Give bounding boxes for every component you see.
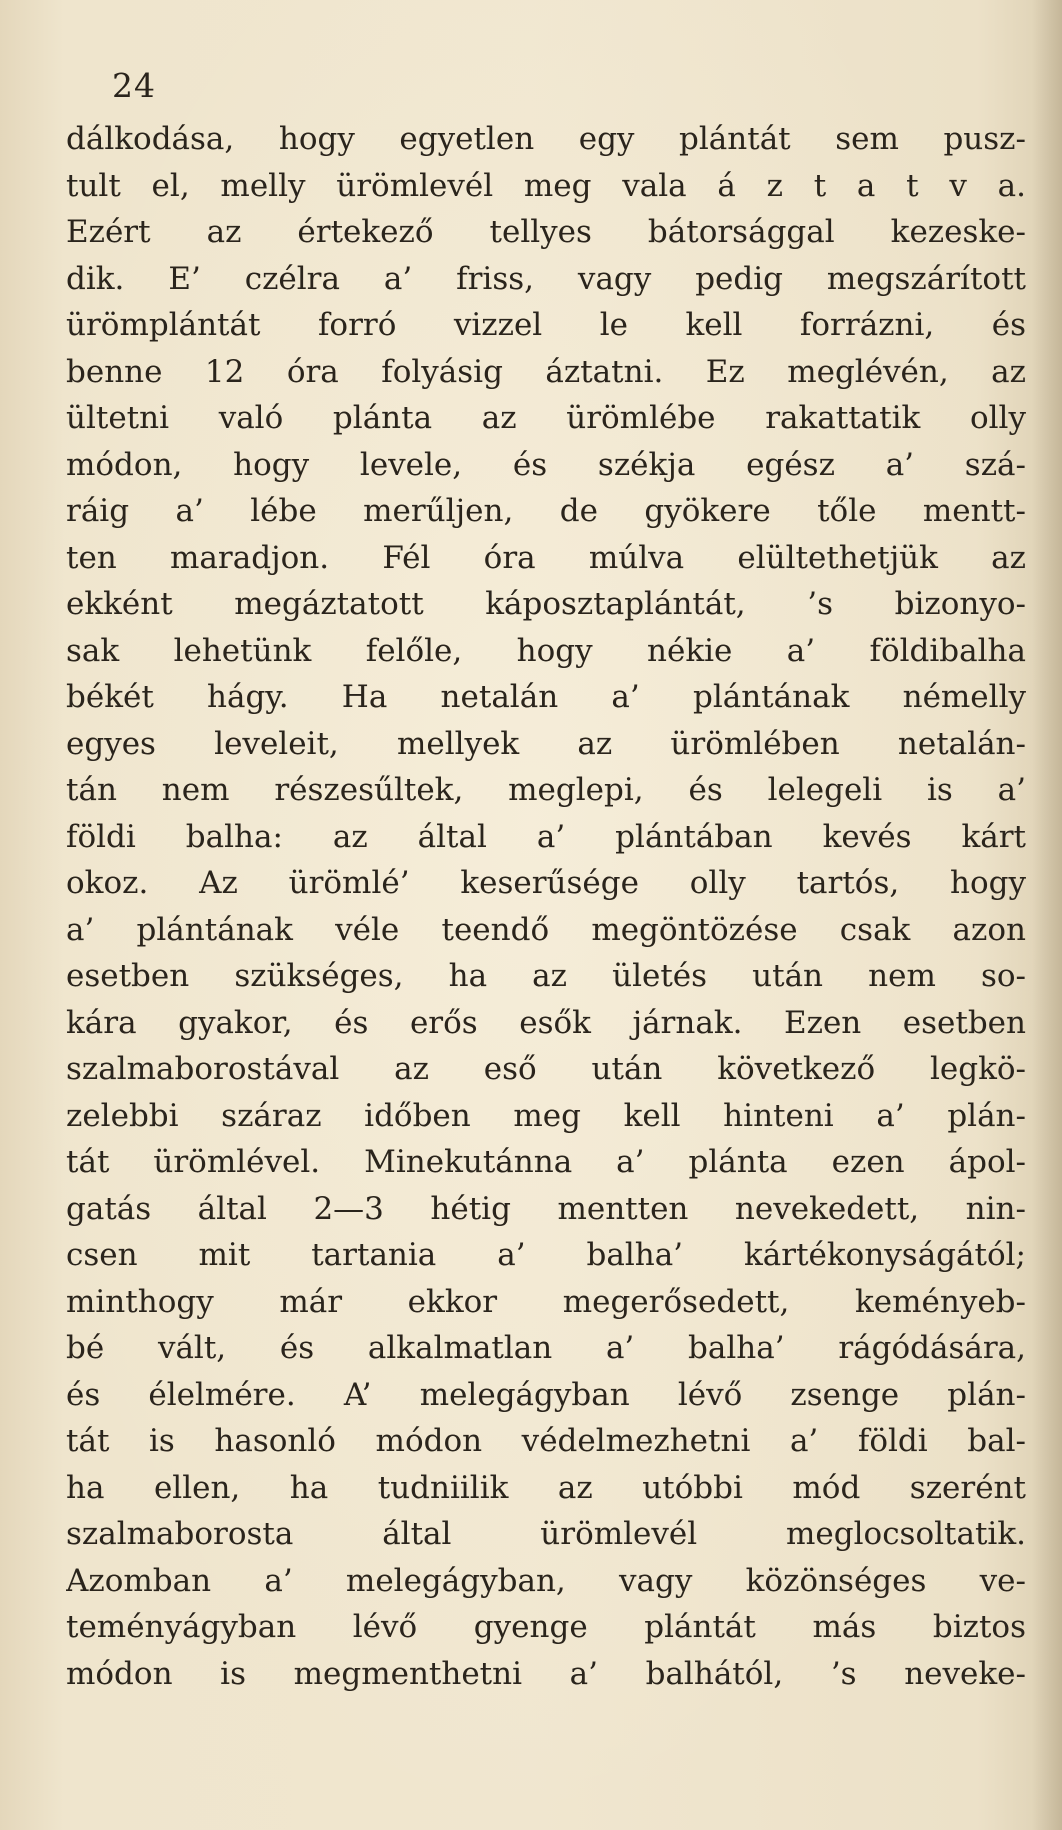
- text-line: tán nem részesűltek, meglepi, és lelegeli is a’: [66, 772, 1026, 808]
- text-line: dik. E’ czélra a’ friss, vagy pedig megszárított: [66, 260, 1026, 297]
- text-line: csen mit tartania a’ balha’ kártékonyságától;: [66, 1237, 1026, 1273]
- text-line: okoz. Az ürömlé’ keserűsége olly tartós, hogy: [66, 865, 1026, 901]
- text-line: bé vált, és alkalmatlan a’ balha’ rágódására,: [66, 1330, 1026, 1366]
- text-line: és élelmére. A’ melegágyban lévő zsenge plán-: [66, 1376, 1026, 1413]
- text-line: kára gyakor, és erős esők járnak. Ezen esetben: [66, 1004, 1026, 1041]
- text-line: a’ plántának véle teendő megöntözése csak azon: [66, 911, 1026, 948]
- text-line: békét hágy. Ha netalán a’ plántának némelly: [66, 679, 1026, 715]
- text-line: ten maradjon. Fél óra múlva elültethetjük az: [66, 539, 1026, 576]
- body-text: [66, 116, 1026, 1697]
- text-line: ráig a’ lébe merűljen, de gyökere tőle mentt-: [66, 493, 1026, 529]
- text-line: benne 12 óra folyásig áztatni. Ez meglévén, az: [66, 353, 1026, 390]
- text-line: sak lehetünk felőle, hogy nékie a’ földibalha: [66, 632, 1026, 669]
- text-line: gatás által 2—3 hétig mentten nevekedett, nin-: [66, 1190, 1026, 1227]
- text-line: minthogy már ekkor megerősedett, keményeb-: [66, 1283, 1026, 1320]
- text-line: tát ürömlével. Minekutánna a’ plánta ezen ápol-: [66, 1144, 1026, 1180]
- text-line: teményágyban lévő gyenge plántát más biztos: [66, 1609, 1026, 1645]
- text-line: földi balha: az által a’ plántában kevés kárt: [66, 818, 1026, 855]
- text-line: zelebbi száraz időben meg kell hinteni a’ plán-: [66, 1097, 1026, 1134]
- text-line: ürömplántát forró vizzel le kell forrázni, és: [66, 307, 1026, 343]
- page-edge-shadow: [1032, 0, 1062, 1830]
- text-line: módon is megmenthetni a’ balhától, ’s neveke-: [66, 1655, 1026, 1692]
- text-line: dálkodása, hogy egyetlen egy plántát sem pusz-: [66, 121, 1026, 157]
- text-line: módon, hogy levele, és székja egész a’ szá-: [66, 446, 1026, 483]
- text-line: ültetni való plánta az ürömlébe rakattatik olly: [66, 400, 1026, 436]
- text-line: egyes leveleit, mellyek az ürömlében netalán-: [66, 725, 1026, 762]
- page-number: 24: [112, 66, 156, 105]
- text-line: Azomban a’ melegágyban, vagy közönséges ve-: [66, 1562, 1026, 1599]
- text-line: ekként megáztatott káposztaplántát, ’s bizonyo-: [66, 586, 1026, 622]
- text-line: szalmaborostával az eső után következő legkö-: [66, 1051, 1026, 1087]
- text-line: szalmaborosta által ürömlevél meglocsoltatik.: [66, 1516, 1026, 1552]
- text-line: esetben szükséges, ha az ületés után nem so-: [66, 958, 1026, 994]
- text-line: tult el, melly ürömlevél meg vala á z t a t v a.: [66, 167, 1026, 204]
- text-line: Ezért az értekező tellyes bátorsággal kezeske-: [66, 214, 1026, 250]
- text-line: tát is hasonló módon védelmezhetni a’ földi bal-: [66, 1423, 1026, 1459]
- text-line: ha ellen, ha tudniilik az utóbbi mód szerént: [66, 1469, 1026, 1506]
